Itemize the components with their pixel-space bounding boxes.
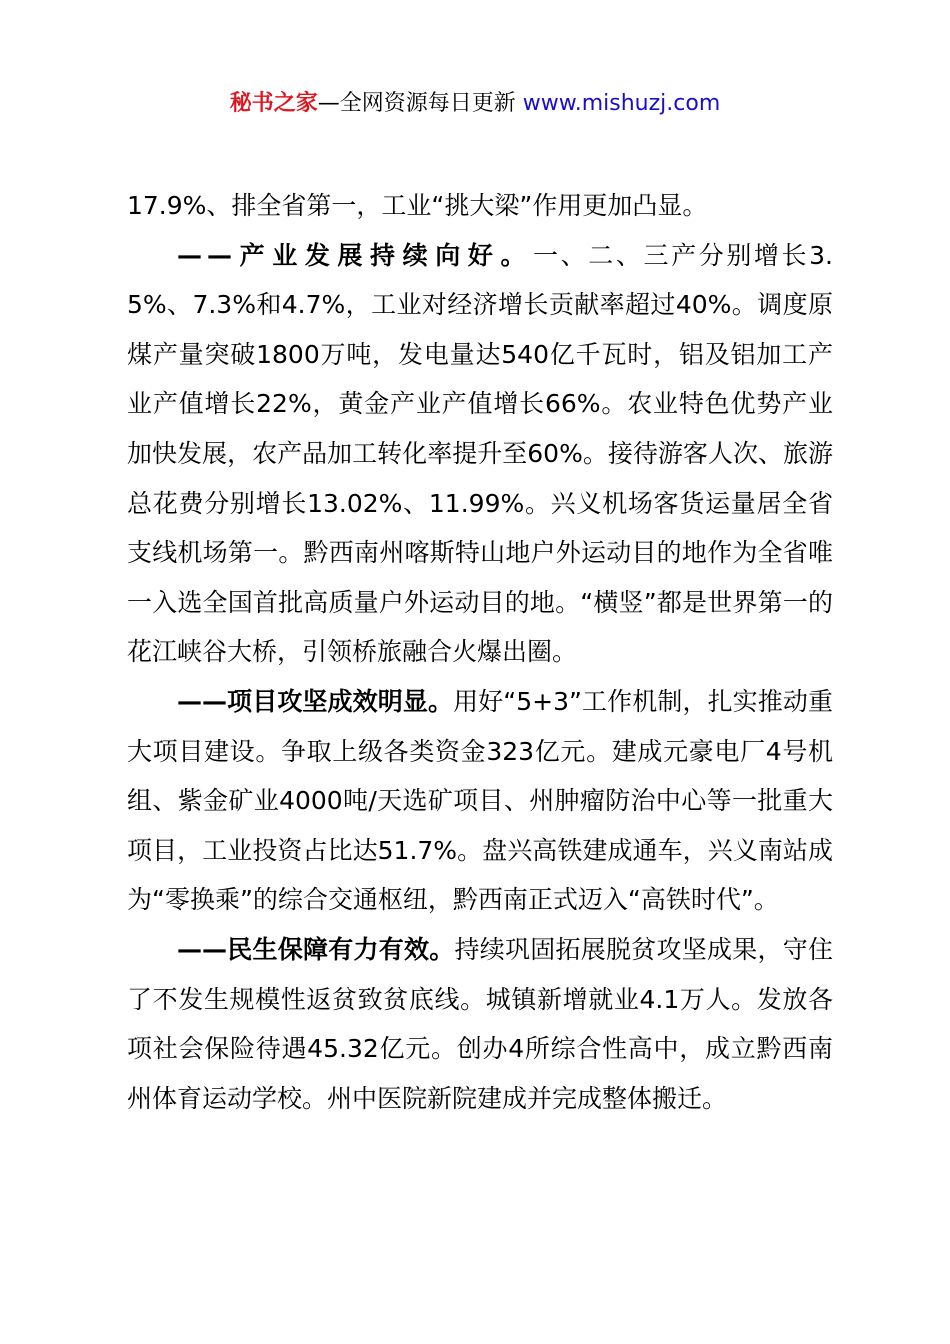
brand-name: 秘书之家 <box>229 91 318 116</box>
paragraph-text: 持续巩固拓展脱贫攻坚成果，守住了不发生规模性返贫致贫底线。城镇新增就业4.1万人。发放各项社会保险待遇45.32亿元。创办4所综合性高中，成立黔西南州体育运动学校。州中医院新院建成并完成整体搬迁。 <box>127 934 833 1113</box>
paragraph-text: 一、二、三产分别增长3.5%、7.3%和4.7%，工业对经济增长贡献率超过40%。调度原煤产量突破1800万吨，发电量达540亿千瓦时，铝及铝加工产业产值增长22%，黄金产业产值增长66%。农业特色优势产业加快发展，农产品加工转化率提升至60%。接待游客人次、旅游总花费分别增长13.02%、11.99%。兴义机场客货运量居全省支线机场第一。黔西南州喀斯特山地户外运动目的地作为全省唯一入选全国首批高质量户外运动目的地。“横竖”都是世界第一的花江峡谷大桥，引领桥旅融合火爆出圈。 <box>127 240 833 667</box>
site-header <box>0 88 950 120</box>
header-tagline: —全网资源每日更新 <box>317 91 523 116</box>
paragraph-text: 17.9%、排全省第一，工业“挑大梁”作用更加凸显。 <box>127 191 708 220</box>
paragraph-text: 用好“5+3”工作机制，扎实推动重大项目建设。争取上级各类资金323亿元。建成元豪电厂4号机组、紫金矿业4000吨/天选矿项目、州肿瘤防治中心等一批重大项目，工业投资占比达51.7%。盘兴高铁建成通车，兴义南站成为“零换乘”的综合交通枢纽，黔西南正式迈入“高铁时代”。 <box>127 686 833 915</box>
paragraph-industry <box>127 231 833 677</box>
paragraph-projects <box>127 677 833 925</box>
document-body <box>127 181 833 1123</box>
paragraph-livelihood <box>127 925 833 1123</box>
paragraph-continued <box>127 181 833 231</box>
paragraph-heading: ——产业发展持续向好。 <box>177 240 534 270</box>
site-url-link[interactable]: www.mishuzj.com <box>522 91 721 116</box>
paragraph-heading: ——民生保障有力有效。 <box>177 934 455 964</box>
paragraph-heading: ——项目攻坚成效明显。 <box>177 686 454 716</box>
